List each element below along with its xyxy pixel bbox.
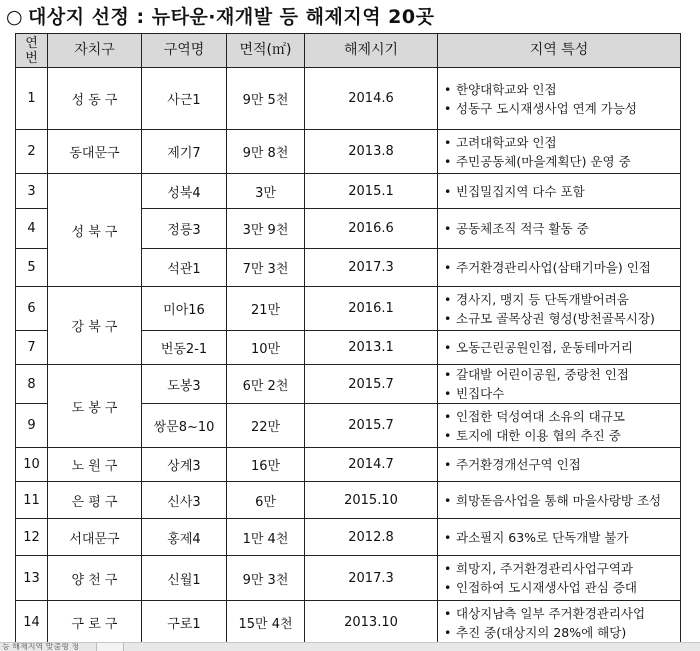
cell-date: 2017.3 — [305, 556, 438, 601]
bullet-icon: • — [444, 291, 452, 307]
cell-district: 강 북 구 — [48, 287, 142, 365]
feature-text: 빈집다수 — [456, 386, 505, 401]
table-row — [16, 287, 681, 331]
feature-item — [444, 559, 677, 578]
cell-features — [438, 519, 681, 556]
feature-item — [444, 99, 677, 118]
cell-area: 7만 3천 — [227, 249, 305, 287]
cell-features — [438, 556, 681, 601]
cell-no: 11 — [16, 482, 48, 519]
cell-district: 서대문구 — [48, 519, 142, 556]
feature-item — [444, 133, 677, 152]
feature-item — [444, 152, 677, 171]
feature-text: 한양대학교와 인접 — [456, 81, 557, 97]
cell-district: 양 천 구 — [48, 556, 142, 601]
cell-date: 2016.6 — [305, 209, 438, 249]
bullet-icon: • — [444, 260, 452, 275]
cell-no: 8 — [16, 365, 48, 404]
cell-features — [438, 404, 681, 448]
feature-item — [444, 80, 677, 99]
cell-date: 2016.1 — [305, 287, 438, 331]
cell-zone: 구로1 — [142, 601, 227, 645]
cell-district: 성 북 구 — [48, 174, 142, 287]
cell-zone: 신월1 — [142, 556, 227, 601]
cell-zone: 쌍문8~10 — [142, 404, 227, 448]
feature-text: 토지에 대한 이용 협의 추진 중 — [456, 427, 621, 443]
bullet-icon: • — [444, 221, 452, 236]
cell-features — [438, 331, 681, 365]
cell-district: 구 로 구 — [48, 601, 142, 645]
header-zone: 구역명 — [142, 34, 227, 68]
feature-item — [444, 491, 677, 510]
feature-item — [444, 258, 677, 277]
cell-zone: 도봉3 — [142, 365, 227, 404]
cell-zone: 성북4 — [142, 174, 227, 209]
cell-no: 5 — [16, 249, 48, 287]
feature-text: 소규모 골목상권 형성(방천골목시장) — [456, 310, 655, 326]
cell-no: 9 — [16, 404, 48, 448]
feature-item — [444, 578, 677, 597]
table-row — [16, 519, 681, 556]
cell-features — [438, 130, 681, 174]
table-row — [16, 482, 681, 519]
bullet-icon: • — [444, 134, 452, 150]
cell-area: 6만 — [227, 482, 305, 519]
title-text: 대상지 선정 : 뉴타운·재개발 등 해제지역 20곳 — [28, 6, 435, 28]
table-row — [16, 174, 681, 209]
feature-text: 과소필지 63%로 단독개발 불가 — [456, 529, 629, 545]
table-row — [16, 68, 681, 130]
header-no: 연번 — [16, 34, 48, 68]
cell-area: 10만 — [227, 331, 305, 365]
bullet-icon: • — [444, 367, 452, 382]
feature-text: 빈집밀집지역 다수 포함 — [456, 183, 585, 199]
feature-text: 희망지, 주거환경관리사업구역과 — [456, 561, 633, 576]
feature-text: 주거환경관리사업(삼태기마을) 인접 — [456, 260, 651, 275]
table-row — [16, 601, 681, 645]
cell-date: 2015.7 — [305, 365, 438, 404]
cell-zone: 석관1 — [142, 249, 227, 287]
cell-features — [438, 601, 681, 645]
feature-item — [444, 623, 677, 642]
cell-date: 2013.1 — [305, 331, 438, 365]
cell-no: 6 — [16, 287, 48, 331]
cell-area: 21만 — [227, 287, 305, 331]
header-district: 자치구 — [48, 34, 142, 68]
bullet-icon: • — [444, 529, 452, 545]
cell-no: 1 — [16, 68, 48, 130]
cell-area: 15만 4천 — [227, 601, 305, 645]
cell-features — [438, 448, 681, 482]
feature-text: 공동체조직 적극 활동 중 — [456, 221, 589, 236]
cell-area: 6만 2천 — [227, 365, 305, 404]
cell-zone: 제기7 — [142, 130, 227, 174]
cell-district: 은 평 구 — [48, 482, 142, 519]
feature-item — [444, 219, 677, 238]
feature-item — [444, 528, 677, 547]
feature-item — [444, 604, 677, 623]
cell-no: 7 — [16, 331, 48, 365]
feature-text: 희망돋음사업을 통해 마을사랑방 조성 — [456, 492, 662, 508]
bullet-icon: • — [444, 183, 452, 199]
feature-text: 경사지, 맹지 등 단독개발어려움 — [456, 291, 629, 307]
cell-district: 도 봉 구 — [48, 365, 142, 448]
cell-no: 14 — [16, 601, 48, 645]
cell-district: 동대문구 — [48, 130, 142, 174]
bullet-icon: • — [444, 100, 452, 116]
bullet-icon: • — [444, 457, 452, 472]
bullet-icon: • — [444, 81, 452, 97]
cell-area: 3만 9천 — [227, 209, 305, 249]
cell-features — [438, 482, 681, 519]
table-row — [16, 130, 681, 174]
feature-item — [444, 365, 677, 384]
cell-no: 12 — [16, 519, 48, 556]
cell-area: 16만 — [227, 448, 305, 482]
cell-zone: 홍제4 — [142, 519, 227, 556]
bullet-icon: • — [444, 153, 452, 169]
cell-no: 10 — [16, 448, 48, 482]
bullet-icon: • — [444, 386, 452, 401]
cell-area: 9만 5천 — [227, 68, 305, 130]
feature-text: 인접한 덕성여대 소유의 대규모 — [456, 408, 625, 424]
bullet-icon: • — [444, 427, 452, 443]
cell-zone: 미아16 — [142, 287, 227, 331]
table-row — [16, 365, 681, 404]
title-bullet: ○ — [6, 6, 24, 28]
bullet-icon: • — [444, 561, 452, 576]
cell-features — [438, 174, 681, 209]
target-areas-table — [15, 33, 681, 645]
feature-item — [444, 426, 677, 445]
cell-area: 22만 — [227, 404, 305, 448]
cell-no: 3 — [16, 174, 48, 209]
cell-features — [438, 365, 681, 404]
cell-zone: 신사3 — [142, 482, 227, 519]
table-row — [16, 556, 681, 601]
cell-date: 2015.1 — [305, 174, 438, 209]
cell-date: 2013.10 — [305, 601, 438, 645]
cell-features — [438, 249, 681, 287]
cell-date: 2013.8 — [305, 130, 438, 174]
header-features: 지역 특성 — [438, 34, 681, 68]
table-row — [16, 448, 681, 482]
cell-date: 2017.3 — [305, 249, 438, 287]
cell-no: 2 — [16, 130, 48, 174]
header-date: 해제시기 — [305, 34, 438, 68]
bullet-icon: • — [444, 492, 452, 508]
cell-date: 2014.6 — [305, 68, 438, 130]
cell-zone: 사근1 — [142, 68, 227, 130]
table-header-row — [16, 34, 681, 68]
cell-area: 1만 4천 — [227, 519, 305, 556]
cell-area: 3만 — [227, 174, 305, 209]
feature-item — [444, 455, 677, 474]
bullet-icon: • — [444, 580, 452, 595]
cell-area: 9만 3천 — [227, 556, 305, 601]
cell-district: 성 동 구 — [48, 68, 142, 130]
feature-item — [444, 290, 677, 309]
feature-text: 갈대발 어린이공원, 중랑천 인접 — [456, 367, 629, 382]
cell-no: 4 — [16, 209, 48, 249]
feature-item — [444, 384, 677, 403]
feature-text: 인접하여 도시재생사업 관심 증대 — [456, 580, 637, 595]
feature-text: 고려대학교와 인접 — [456, 134, 557, 150]
cell-date: 2012.8 — [305, 519, 438, 556]
cell-date: 2015.10 — [305, 482, 438, 519]
cell-features — [438, 287, 681, 331]
document-title — [6, 2, 434, 28]
feature-text: 대상지남측 일부 주거환경관리사업 — [456, 605, 646, 621]
bullet-icon: • — [444, 310, 452, 326]
cell-zone: 상계3 — [142, 448, 227, 482]
bullet-icon: • — [444, 340, 452, 355]
feature-item — [444, 407, 677, 426]
cell-date: 2015.7 — [305, 404, 438, 448]
feature-item — [444, 309, 677, 328]
cell-district: 노 원 구 — [48, 448, 142, 482]
feature-text: 오동근린공원인접, 운동테마거리 — [456, 340, 633, 355]
cell-date: 2014.7 — [305, 448, 438, 482]
cell-zone: 번동2-1 — [142, 331, 227, 365]
feature-text: 추진 중(대상지의 28%에 해당) — [456, 624, 627, 640]
feature-item — [444, 338, 677, 357]
cell-zone: 정릉3 — [142, 209, 227, 249]
cell-no: 13 — [16, 556, 48, 601]
document-tab-label: 등 해제지역 맞춤형 청 — [2, 642, 80, 651]
cell-features — [438, 209, 681, 249]
cell-features — [438, 68, 681, 130]
feature-text: 성동구 도시재생사업 연계 가능성 — [456, 100, 637, 116]
bullet-icon: • — [444, 408, 452, 424]
cell-area: 9만 8천 — [227, 130, 305, 174]
feature-text: 주민공동체(마을계획단) 운영 중 — [456, 153, 631, 169]
header-area: 면적(㎡) — [227, 34, 305, 68]
feature-text: 주거환경개선구역 인접 — [456, 457, 581, 472]
feature-item — [444, 182, 677, 201]
bullet-icon: • — [444, 624, 452, 640]
bullet-icon: • — [444, 605, 452, 621]
